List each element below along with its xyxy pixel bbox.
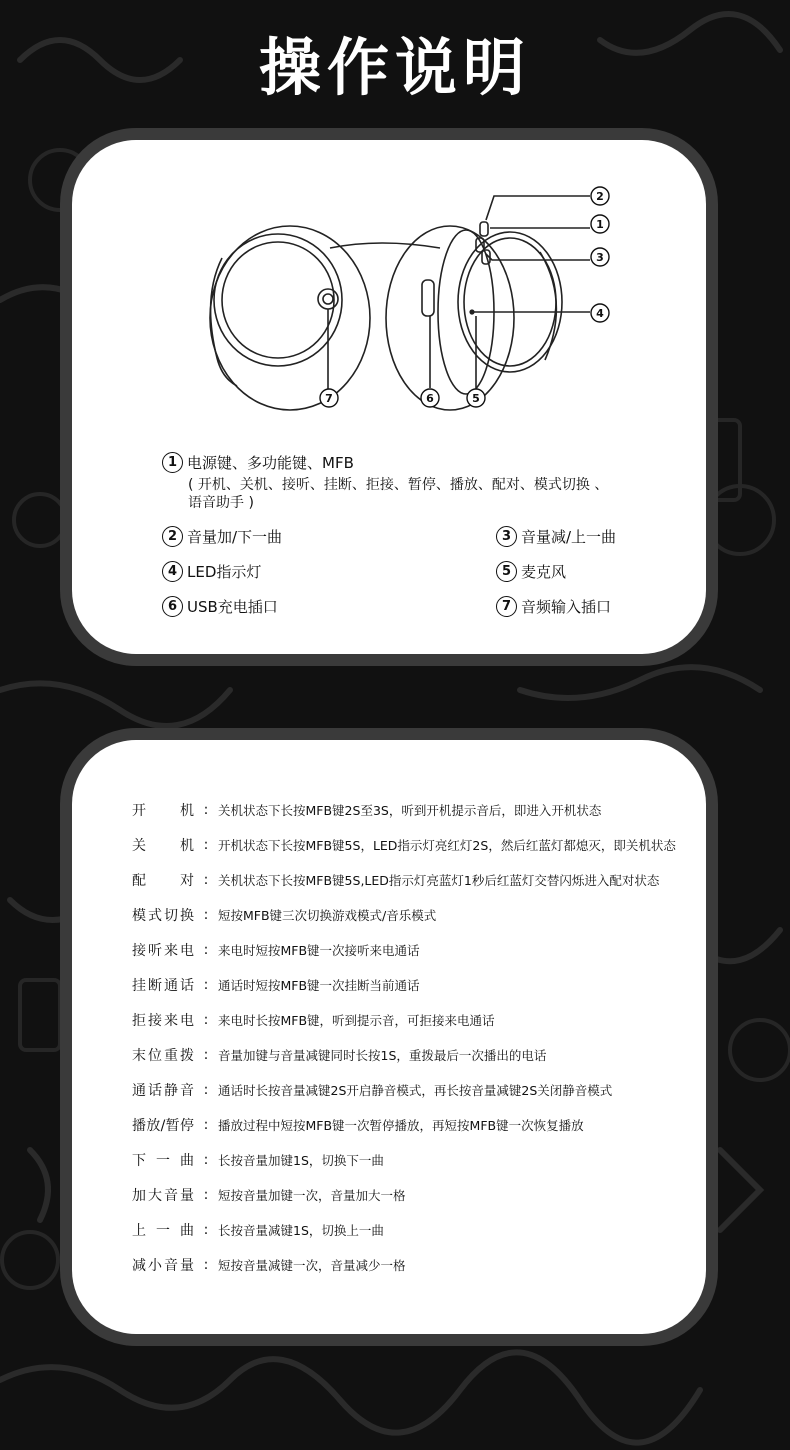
legend-item-1-functions-cont: 语音助手 ) <box>188 495 254 511</box>
op-colon: : <box>203 1047 209 1063</box>
callout-3: 3 <box>596 251 604 264</box>
legend-item-3 <box>496 526 616 547</box>
list-item <box>132 1080 612 1100</box>
op-colon: : <box>203 1117 209 1133</box>
op-colon: : <box>203 1187 209 1203</box>
list-item <box>132 835 676 855</box>
list-item <box>132 1220 384 1240</box>
op-label: 加大音量 <box>132 1188 194 1204</box>
op-desc: 通话时长按音量减键2S开启静音模式，再长按音量减键2S关闭静音模式 <box>218 1083 613 1098</box>
page-title: 操作说明 <box>258 31 531 104</box>
op-desc: 来电时长按MFB键，听到提示音，可拒接来电通话 <box>218 1013 495 1028</box>
legend-item-6 <box>162 596 278 617</box>
legend-label: LED指示灯 <box>187 563 262 581</box>
op-colon: : <box>203 1222 209 1238</box>
op-desc: 关机状态下长按MFB键5S,LED指示灯亮蓝灯1秒后红蓝灯交替闪烁进入配对状态 <box>218 873 660 888</box>
op-label: 接听来电 <box>132 943 194 959</box>
legend-label: 电源键、多功能键、MFB <box>187 454 354 472</box>
operations-card <box>72 740 706 1334</box>
legend-label: 音量减/上一曲 <box>521 528 617 546</box>
op-colon: : <box>203 1257 209 1273</box>
op-colon: : <box>203 837 209 853</box>
op-desc: 开机状态下长按MFB键5S，LED指示灯亮红灯2S，然后红蓝灯都熄灭，即关机状态 <box>218 838 676 853</box>
op-desc: 通话时短按MFB键一次挂断当前通话 <box>218 978 420 993</box>
op-desc: 长按音量减键1S，切换上一曲 <box>218 1223 384 1238</box>
legend-item-4 <box>162 561 261 582</box>
op-colon: : <box>203 1082 209 1098</box>
list-item <box>132 975 420 995</box>
op-label: 下 一 曲 <box>132 1153 194 1169</box>
op-label: 配 对 <box>132 873 194 889</box>
op-colon: : <box>203 1152 209 1168</box>
legend-num: 4 <box>162 561 183 582</box>
op-colon: : <box>203 907 209 923</box>
op-label: 拒接来电 <box>132 1013 194 1029</box>
legend-num: 6 <box>162 596 183 617</box>
callout-1: 1 <box>596 218 604 231</box>
list-item <box>132 870 659 890</box>
list-item <box>132 1185 406 1205</box>
op-label: 通话静音 <box>132 1083 194 1099</box>
op-label: 末位重拨 <box>132 1048 194 1064</box>
op-label: 减小音量 <box>132 1258 194 1274</box>
op-colon: : <box>203 977 209 993</box>
list-item <box>132 1150 384 1170</box>
legend-item-1-functions: ( 开机、关机、接听、挂断、拒接、暂停、播放、配对、模式切换 、 <box>188 477 609 493</box>
list-item <box>132 1115 584 1135</box>
legend-num: 1 <box>162 452 183 473</box>
list-item <box>132 940 420 960</box>
legend-num: 7 <box>496 596 517 617</box>
op-desc: 短按音量减键一次，音量减少一格 <box>218 1258 406 1273</box>
op-label: 模式切换 <box>132 908 194 924</box>
legend-num: 3 <box>496 526 517 547</box>
callout-7: 7 <box>325 392 333 405</box>
list-item <box>132 1255 406 1275</box>
legend-label: USB充电插口 <box>187 598 278 616</box>
diagram-card <box>72 140 706 654</box>
legend <box>72 140 706 654</box>
legend-item-5 <box>496 561 566 582</box>
op-colon: : <box>203 802 209 818</box>
op-colon: : <box>203 1012 209 1028</box>
list-item <box>132 800 601 820</box>
op-colon: : <box>203 942 209 958</box>
list-item <box>132 1010 495 1030</box>
callout-2: 2 <box>596 190 604 203</box>
op-desc: 长按音量加键1S，切换下一曲 <box>218 1153 384 1168</box>
legend-num: 5 <box>496 561 517 582</box>
legend-label: 音频输入插口 <box>521 598 612 616</box>
legend-item-2 <box>162 526 282 547</box>
legend-item-7 <box>496 596 611 617</box>
callout-5: 5 <box>472 392 480 405</box>
legend-item-1 <box>162 452 354 473</box>
legend-num: 2 <box>162 526 183 547</box>
legend-label: 麦克风 <box>521 563 567 581</box>
op-desc: 来电时短按MFB键一次接听来电通话 <box>218 943 420 958</box>
op-desc: 短按音量加键一次，音量加大一格 <box>218 1188 406 1203</box>
op-desc: 播放过程中短按MFB键一次暂停播放，再短按MFB键一次恢复播放 <box>218 1118 584 1133</box>
op-desc: 短按MFB键三次切换游戏模式/音乐模式 <box>218 908 437 923</box>
op-desc: 关机状态下长按MFB键2S至3S，听到开机提示音后，即进入开机状态 <box>218 803 602 818</box>
list-item <box>132 1045 546 1065</box>
op-label: 上 一 曲 <box>132 1223 194 1239</box>
op-label: 播放/暂停 <box>132 1118 194 1134</box>
op-colon: : <box>203 872 209 888</box>
op-label: 开 机 <box>132 803 194 819</box>
callout-6: 6 <box>426 392 434 405</box>
op-label: 挂断通话 <box>132 978 194 994</box>
op-label: 关 机 <box>132 838 194 854</box>
op-desc: 音量加键与音量减键同时长按1S，重拨最后一次播出的电话 <box>218 1048 547 1063</box>
callout-4: 4 <box>596 307 604 320</box>
legend-label: 音量加/下一曲 <box>187 528 283 546</box>
list-item <box>132 905 436 925</box>
